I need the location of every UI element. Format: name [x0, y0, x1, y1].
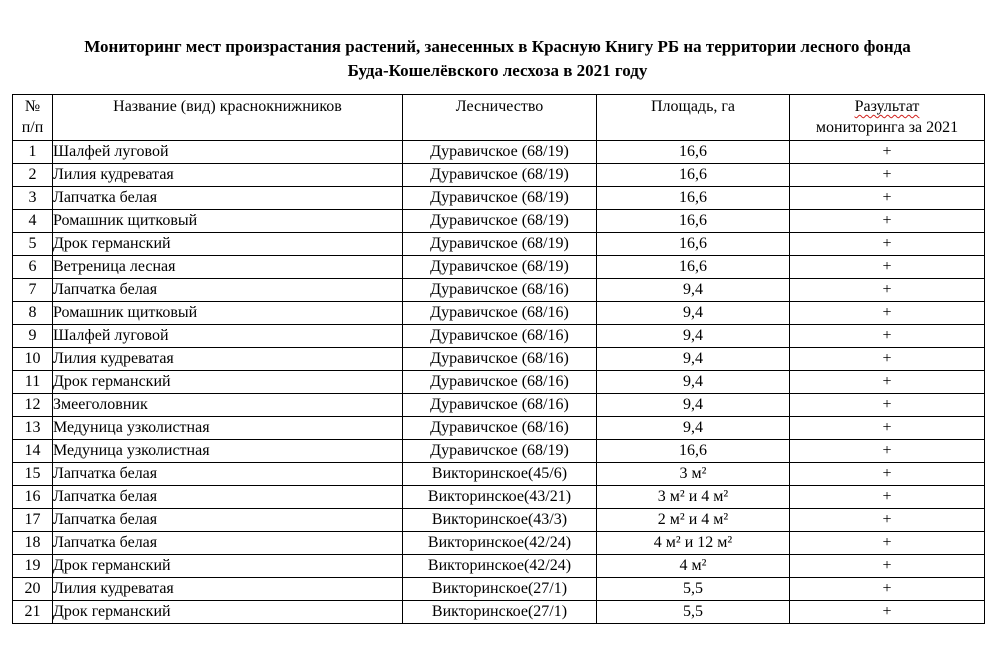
cell-forestry: Дуравичское (68/19) — [403, 233, 597, 256]
cell-forestry: Викторинское(27/1) — [403, 601, 597, 624]
monitoring-table — [12, 94, 985, 624]
table-row — [13, 463, 985, 486]
table-row — [13, 256, 985, 279]
cell-number: 16 — [13, 486, 53, 509]
header-forestry: Лесничество — [403, 95, 597, 141]
cell-forestry: Дуравичское (68/19) — [403, 210, 597, 233]
cell-species-name: Лилия кудреватая — [53, 164, 403, 187]
cell-area: 3 м² — [597, 463, 790, 486]
cell-species-name: Ветреница лесная — [53, 256, 403, 279]
cell-forestry: Викторинское(45/6) — [403, 463, 597, 486]
cell-forestry: Викторинское(27/1) — [403, 578, 597, 601]
cell-forestry: Дуравичское (68/19) — [403, 141, 597, 164]
cell-number: 17 — [13, 509, 53, 532]
cell-result: + — [790, 394, 985, 417]
cell-area: 9,4 — [597, 417, 790, 440]
cell-result: + — [790, 463, 985, 486]
cell-result: + — [790, 509, 985, 532]
cell-area: 2 м² и 4 м² — [597, 509, 790, 532]
cell-forestry: Дуравичское (68/16) — [403, 394, 597, 417]
cell-number: 12 — [13, 394, 53, 417]
table-row — [13, 164, 985, 187]
header-number-line-1: № — [24, 98, 41, 115]
cell-forestry: Дуравичское (68/19) — [403, 440, 597, 463]
cell-species-name: Шалфей луговой — [53, 141, 403, 164]
cell-number: 2 — [13, 164, 53, 187]
table-body — [13, 141, 985, 624]
cell-species-name: Медуница узколистная — [53, 417, 403, 440]
cell-result: + — [790, 325, 985, 348]
cell-area: 9,4 — [597, 394, 790, 417]
cell-result: + — [790, 417, 985, 440]
cell-species-name: Дрок германский — [53, 601, 403, 624]
table-row — [13, 210, 985, 233]
cell-forestry: Дуравичское (68/19) — [403, 164, 597, 187]
cell-forestry: Дуравичское (68/16) — [403, 302, 597, 325]
table-row — [13, 348, 985, 371]
cell-number: 7 — [13, 279, 53, 302]
cell-area: 16,6 — [597, 256, 790, 279]
table-row — [13, 187, 985, 210]
cell-forestry: Дуравичское (68/19) — [403, 256, 597, 279]
cell-species-name: Лапчатка белая — [53, 509, 403, 532]
header-area: Площадь, га — [597, 95, 790, 141]
cell-result: + — [790, 371, 985, 394]
cell-number: 20 — [13, 578, 53, 601]
table-row — [13, 233, 985, 256]
cell-species-name: Медуница узколистная — [53, 440, 403, 463]
cell-area: 5,5 — [597, 601, 790, 624]
cell-result: + — [790, 532, 985, 555]
table-row — [13, 578, 985, 601]
table-row — [13, 141, 985, 164]
cell-number: 14 — [13, 440, 53, 463]
cell-forestry: Дуравичское (68/16) — [403, 371, 597, 394]
cell-number: 5 — [13, 233, 53, 256]
cell-area: 16,6 — [597, 440, 790, 463]
cell-forestry: Дуравичское (68/16) — [403, 417, 597, 440]
cell-species-name: Лилия кудреватая — [53, 578, 403, 601]
cell-species-name: Лапчатка белая — [53, 486, 403, 509]
cell-number: 9 — [13, 325, 53, 348]
cell-area: 9,4 — [597, 302, 790, 325]
table-row — [13, 302, 985, 325]
table-row — [13, 601, 985, 624]
cell-forestry: Дуравичское (68/16) — [403, 279, 597, 302]
cell-result: + — [790, 141, 985, 164]
cell-result: + — [790, 486, 985, 509]
cell-result: + — [790, 279, 985, 302]
cell-species-name: Лапчатка белая — [53, 532, 403, 555]
cell-result: + — [790, 302, 985, 325]
table-row — [13, 371, 985, 394]
cell-forestry: Дуравичское (68/16) — [403, 325, 597, 348]
cell-result: + — [790, 164, 985, 187]
cell-species-name: Дрок германский — [53, 371, 403, 394]
cell-forestry: Викторинское(43/21) — [403, 486, 597, 509]
table-row — [13, 417, 985, 440]
cell-result: + — [790, 187, 985, 210]
table-row — [13, 555, 985, 578]
header-number — [13, 95, 53, 141]
cell-result: + — [790, 256, 985, 279]
table-row — [13, 279, 985, 302]
cell-area: 5,5 — [597, 578, 790, 601]
cell-area: 4 м² и 12 м² — [597, 532, 790, 555]
cell-result: + — [790, 348, 985, 371]
cell-area: 4 м² — [597, 555, 790, 578]
cell-number: 10 — [13, 348, 53, 371]
cell-number: 21 — [13, 601, 53, 624]
cell-number: 6 — [13, 256, 53, 279]
cell-species-name: Ромашник щитковый — [53, 210, 403, 233]
cell-species-name: Лапчатка белая — [53, 279, 403, 302]
cell-result: + — [790, 233, 985, 256]
table-header-row — [13, 95, 985, 141]
cell-species-name: Шалфей луговой — [53, 325, 403, 348]
table-row — [13, 325, 985, 348]
cell-number: 8 — [13, 302, 53, 325]
table-row — [13, 532, 985, 555]
cell-result: + — [790, 440, 985, 463]
cell-number: 3 — [13, 187, 53, 210]
cell-area: 16,6 — [597, 210, 790, 233]
cell-species-name: Лилия кудреватая — [53, 348, 403, 371]
cell-area: 9,4 — [597, 371, 790, 394]
header-result — [790, 95, 985, 141]
cell-area: 9,4 — [597, 348, 790, 371]
cell-forestry: Викторинское(42/24) — [403, 532, 597, 555]
cell-result: + — [790, 210, 985, 233]
cell-area: 16,6 — [597, 164, 790, 187]
cell-number: 1 — [13, 141, 53, 164]
cell-forestry: Викторинское(43/3) — [403, 509, 597, 532]
cell-area: 16,6 — [597, 187, 790, 210]
cell-species-name: Ромашник щитковый — [53, 302, 403, 325]
cell-area: 9,4 — [597, 279, 790, 302]
cell-species-name: Лапчатка белая — [53, 463, 403, 486]
cell-area: 16,6 — [597, 233, 790, 256]
table-row — [13, 486, 985, 509]
cell-number: 15 — [13, 463, 53, 486]
document-title-line-2: Буда-Кошелёвского лесхоза в 2021 году — [347, 61, 648, 80]
table-row — [13, 509, 985, 532]
cell-number: 11 — [13, 371, 53, 394]
table-row — [13, 394, 985, 417]
cell-species-name: Дрок германский — [53, 555, 403, 578]
cell-number: 4 — [13, 210, 53, 233]
header-result-line-1: Разультат — [854, 98, 920, 115]
cell-area: 9,4 — [597, 325, 790, 348]
cell-forestry: Викторинское(42/24) — [403, 555, 597, 578]
cell-result: + — [790, 601, 985, 624]
cell-species-name: Лапчатка белая — [53, 187, 403, 210]
document-title-line-1: Мониторинг мест произрастания растений, занесенных в Красную Книгу РБ на территории лесного фонда — [84, 37, 911, 56]
cell-species-name: Дрок германский — [53, 233, 403, 256]
header-result-line-2: мониторинга за 2021 — [815, 119, 959, 136]
table-row — [13, 440, 985, 463]
cell-forestry: Дуравичское (68/16) — [403, 348, 597, 371]
cell-forestry: Дуравичское (68/19) — [403, 187, 597, 210]
header-number-line-2: п/п — [21, 119, 44, 136]
cell-number: 19 — [13, 555, 53, 578]
header-species-name: Название (вид) краснокнижников — [53, 95, 403, 141]
cell-result: + — [790, 578, 985, 601]
cell-area: 3 м² и 4 м² — [597, 486, 790, 509]
cell-species-name: Змееголовник — [53, 394, 403, 417]
cell-result: + — [790, 555, 985, 578]
cell-area: 16,6 — [597, 141, 790, 164]
cell-number: 13 — [13, 417, 53, 440]
cell-number: 18 — [13, 532, 53, 555]
